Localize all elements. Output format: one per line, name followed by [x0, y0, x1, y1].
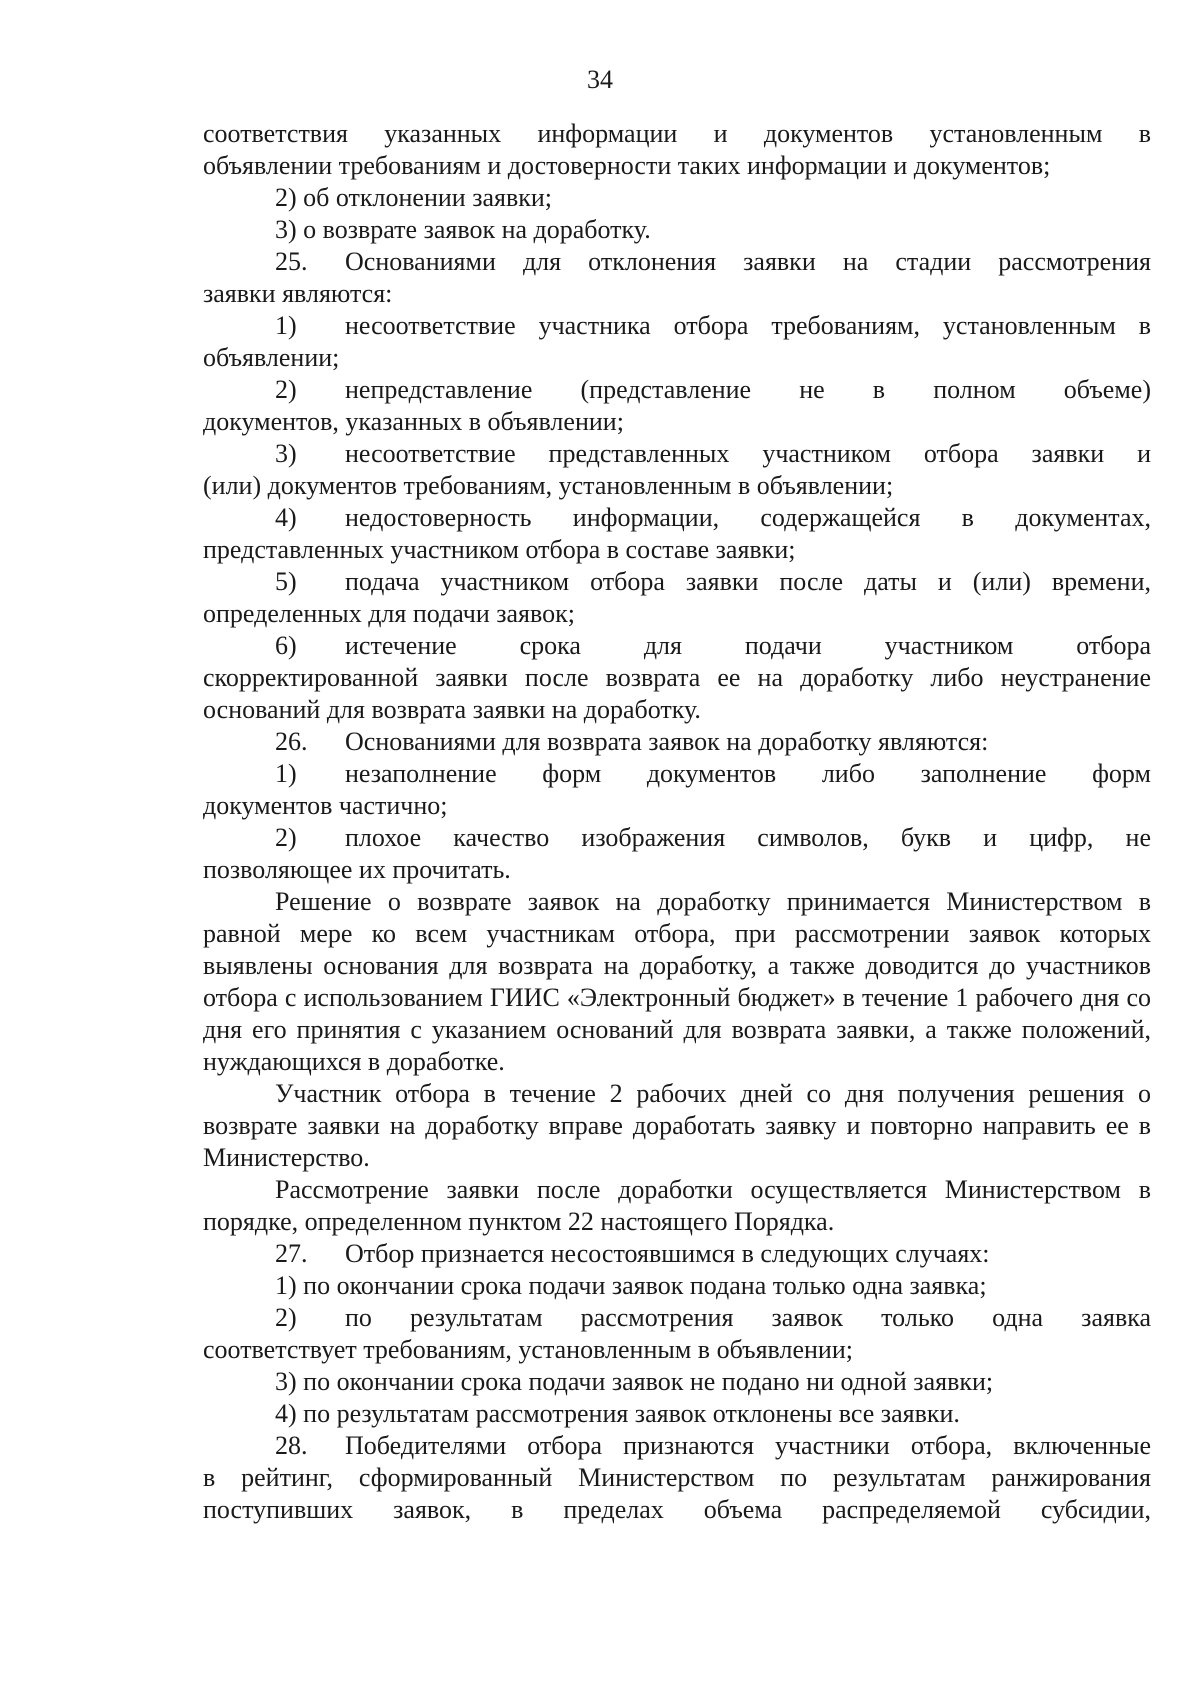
paragraph-decision: Решение о возврате заявок на доработку принимается Министерством в равной мере ко всем участникам отбора, при рассмотрении заявок которых выявлены основания для возврата на доработку, а также доводится до участников отбора с использованием ГИИС «Электронный бюджет» в течение 1 рабочего дня со дня его принятия с указанием оснований для возврата заявки, а также положений, нуждающихся в доработке.: [203, 887, 1151, 1076]
list-item: [203, 758, 1151, 822]
item-text: (или) документов требованиям, установленным в объявлении;: [203, 471, 894, 500]
item-text: несоответствие участника отбора требованиям, установленным в: [345, 311, 1151, 340]
item-text: по результатам рассмотрения заявок только одна заявка: [345, 1303, 1151, 1332]
item-text: плохое качество изображения символов, букв и цифр, не: [345, 823, 1151, 852]
clause-number: 28.: [275, 1431, 308, 1460]
item-number: 5): [275, 567, 297, 596]
clause-number: 25.: [275, 247, 308, 276]
clause-25: [203, 246, 1151, 310]
item-number: 2): [275, 823, 297, 852]
clause-26: [203, 726, 1151, 758]
clause-number: 26.: [275, 727, 308, 756]
list-item: [203, 502, 1151, 566]
item-text: документов, указанных в объявлении;: [203, 407, 624, 436]
page-number: 34: [587, 65, 613, 94]
clause-text: Основаниями для возврата заявок на доработку являются:: [345, 727, 989, 756]
list-item: [203, 566, 1151, 630]
clause-text: поступивших заявок, в пределах объема распределяемой субсидии,: [203, 1495, 1151, 1524]
clause-text: Отбор признается несостоявшимся в следующих случаях:: [345, 1239, 990, 1268]
item-text: недостоверность информации, содержащейся в документах,: [345, 503, 1151, 532]
item-number: 1): [275, 759, 297, 788]
item-number: 2): [275, 1303, 297, 1332]
list-item: [203, 1302, 1151, 1366]
list-item: [203, 374, 1151, 438]
paragraph-participant: Участник отбора в течение 2 рабочих дней со дня получения решения о возврате заявки на доработку вправе доработать заявку и повторно направить ее в Министерство.: [203, 1079, 1151, 1172]
clause-text: в рейтинг, сформированный Министерством по результатам ранжирования: [203, 1463, 1151, 1492]
item-text: соответствует требованиям, установленным в объявлении;: [203, 1335, 853, 1364]
item-text: позволяющее их прочитать.: [203, 855, 511, 884]
clause-text: заявки являются:: [203, 279, 393, 308]
item-text: истечение срока для подачи участником отбора: [345, 631, 1151, 660]
text-line: соответствия указанных информации и документов установленным в: [203, 119, 1151, 148]
clause-text: Основаниями для отклонения заявки на стадии рассмотрения: [345, 247, 1151, 276]
item-text: оснований для возврата заявки на доработку.: [203, 695, 701, 724]
document-body: [203, 118, 1151, 1526]
item-text: скорректированной заявки после возврата ее на доработку либо неустранение: [203, 663, 1151, 692]
list-item: [203, 438, 1151, 502]
list-item: 3) по окончании срока подачи заявок не подано ни одной заявки;: [275, 1367, 994, 1396]
item-text: подача участником отбора заявки после даты и (или) времени,: [345, 567, 1151, 596]
item-number: 6): [275, 631, 297, 660]
list-item: 1) по окончании срока подачи заявок подана только одна заявка;: [275, 1271, 987, 1300]
item-number: 2): [275, 375, 297, 404]
clause-text: Победителями отбора признаются участники отбора, включенные: [345, 1431, 1151, 1460]
item-text: непредставление (представление не в полном объеме): [345, 375, 1151, 404]
item-number: 3): [275, 439, 297, 468]
item-number: 4): [275, 503, 297, 532]
item-text: представленных участником отбора в составе заявки;: [203, 535, 796, 564]
clause-28: [203, 1430, 1151, 1526]
item-text: документов частично;: [203, 791, 448, 820]
item-text: незаполнение форм документов либо заполнение форм: [345, 759, 1151, 788]
clause-27: [203, 1238, 1151, 1270]
list-item: 2) об отклонении заявки;: [275, 183, 553, 212]
paragraph-review: Рассмотрение заявки после доработки осуществляется Министерством в порядке, определенном пунктом 22 настоящего Порядка.: [203, 1175, 1151, 1236]
list-item: 4) по результатам рассмотрения заявок отклонены все заявки.: [275, 1399, 960, 1428]
list-item: [203, 310, 1151, 374]
list-item: 3) о возврате заявок на доработку.: [275, 215, 651, 244]
list-item: [203, 822, 1151, 886]
list-item: [203, 630, 1151, 726]
item-text: объявлении;: [203, 343, 340, 372]
item-number: 1): [275, 311, 297, 340]
clause-number: 27.: [275, 1239, 308, 1268]
text-line: объявлении требованиям и достоверности таких информации и документов;: [203, 151, 1051, 180]
item-text: определенных для подачи заявок;: [203, 599, 575, 628]
item-text: несоответствие представленных участником отбора заявки и: [345, 439, 1151, 468]
